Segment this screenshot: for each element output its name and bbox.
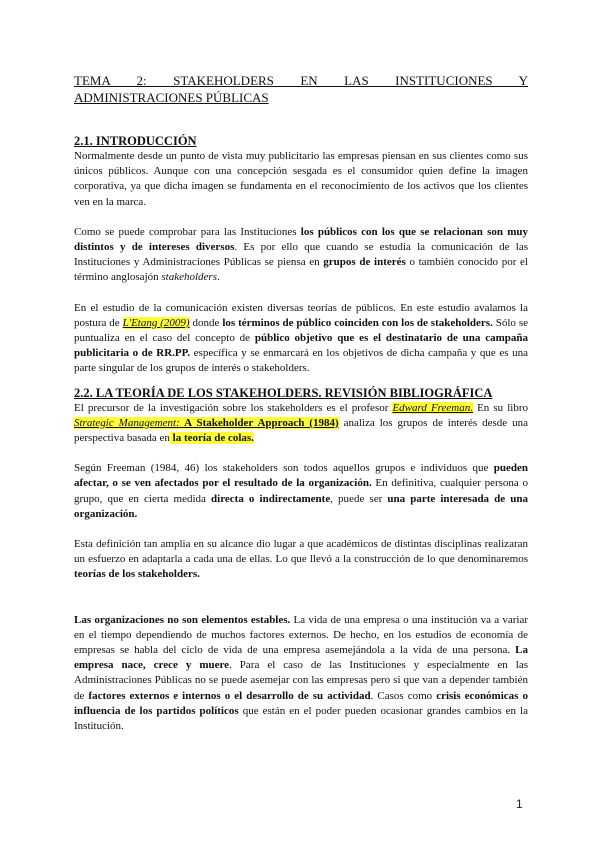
p5-bold-1: pueden afectar, o se ven afectados por el resultado de la organización.: [74, 462, 528, 490]
p2-text-1: Como se puede comprobar para las Instituciones: [74, 225, 301, 238]
p2-text-3: o también conocido por el término anglosajón: [74, 256, 528, 284]
page-number: 1: [516, 797, 523, 811]
paragraph-5: [74, 461, 528, 522]
paragraph-2: [74, 225, 528, 286]
p3-bold-1: los términos de público coinciden con los de stakeholders.: [222, 316, 493, 329]
p4-bold-highlight: la teoría de colas.: [169, 432, 254, 445]
p5-text-3: , puede ser: [330, 492, 388, 505]
page-content: [74, 72, 528, 734]
p3-text-3: Sólo se puntualiza en el caso del concepto de: [74, 316, 529, 345]
p3-text-2: donde: [189, 316, 223, 329]
p6-text-1: Esta definición tan amplia en su alcance dio lugar a que académicos de distintas disciplinas realizaran un esfuerzo en adaptarla a cada una de ellas. Lo que llevó a la construcción de lo que denominaremos: [74, 538, 528, 566]
p7-bold-2: La empresa nace, crece y muere: [74, 644, 528, 672]
p5-text-2: En definitiva, cualquier persona o grupo, que en cierta medida: [74, 477, 528, 505]
paragraph-1: [74, 149, 528, 210]
paragraph-6: [74, 537, 528, 583]
p4-text-1: El precursor de la investigación sobre los stakeholders es el profesor: [74, 401, 393, 414]
p5-bold-2: directa o indirectamente: [211, 492, 331, 505]
section-heading-introduccion: 2.1. INTRODUCCIÓN: [74, 134, 197, 148]
reference-book-title-part-2[interactable]: A Stakeholder Approach (1984): [179, 416, 339, 429]
p2-bold-2: grupos de interés: [323, 256, 406, 269]
document-title: [74, 72, 528, 106]
paragraph-4: [74, 401, 528, 447]
title-line-2: ADMINISTRACIONES PÚBLICAS: [74, 90, 269, 105]
p5-text-1: Según Freeman (1984, 46) los stakeholders son todos aquellos grupos e individuos que: [74, 462, 494, 475]
paragraph-3: [74, 301, 528, 377]
p7-bold-4: crisis económicas o influencia de los partidos políticos: [74, 689, 528, 717]
p4-text-2: En su libro: [473, 401, 529, 414]
reference-freeman-link[interactable]: Edward Freeman.: [392, 401, 474, 414]
paragraph-1-text: Normalmente desde un punto de vista muy publicitario las empresas piensan en sus clientes como sus únicos públicos. Aunque con una concepción sesgada es el consumidor quien define la imagen corporativa, ya que dicha imagen se fundamenta en el reconocimiento de los activos que los clientes ven en la marca.: [74, 150, 528, 208]
p3-text-4: específica y se enmarcará en los objetivos de dicha campaña y que es una parte singular de los grupos de interés o stakeholders.: [74, 347, 528, 375]
paragraph-7: [74, 613, 528, 735]
p4-text-3: analiza los grupos de interés desde una perspectiva basada en: [74, 416, 528, 445]
p3-text-1: En el estudio de la comunicación existen diversas teorías de públicos. En este estudio avalamos la postura de: [74, 301, 528, 329]
p2-italic-term: stakeholders: [161, 271, 217, 284]
p7-bold-1: Las organizaciones no son elementos estables.: [74, 613, 291, 626]
p2-text-4: .: [216, 271, 220, 284]
p6-bold-1: teorías de los stakeholders.: [74, 568, 200, 581]
section-heading-teoria: 2.2. LA TEORÍA DE LOS STAKEHOLDERS. REVISIÓN BIBLIOGRÁFICA: [74, 385, 493, 400]
p2-text-2: . Es por ello que cuando se estudia la comunicación de las Instituciones y Administraciones Públicas se piensa en: [74, 241, 528, 269]
p3-bold-2: público objetivo que es el destinatario de una campaña publicitaria o de RR.PP.: [74, 332, 528, 360]
p5-bold-3: una parte interesada de una organización.: [74, 492, 529, 520]
reference-book-title-part-1[interactable]: Strategic Management:: [74, 416, 180, 429]
p7-text-4: que están en el poder pueden ocasionar grandes cambios en la Institución.: [74, 704, 528, 733]
reference-letang-link[interactable]: L'Etang (2009): [122, 316, 190, 329]
p7-text-1: La vida de una empresa o una institución va a variar en el tiempo dependiendo de muchos factores externos. De hecho, en los estudios de economía de empresas se habla del ciclo de vida de una empresa asemejándola a la vida de una persona.: [74, 613, 528, 657]
p2-bold-1: los públicos con los que se relacionan son muy distintos y de intereses diversos: [74, 225, 528, 254]
p7-bold-3: factores externos e internos o el desarrollo de su actividad: [88, 689, 371, 702]
p7-text-3: . Casos como: [370, 689, 437, 702]
p7-text-2: . Para el caso de las Instituciones y especialmente en las Administraciones Públicas no se puede asemejar con las empresas pero si que van a depender también de: [74, 659, 528, 702]
title-line-1: TEMA 2: STAKEHOLDERS EN LAS INSTITUCIONES Y: [74, 73, 528, 88]
